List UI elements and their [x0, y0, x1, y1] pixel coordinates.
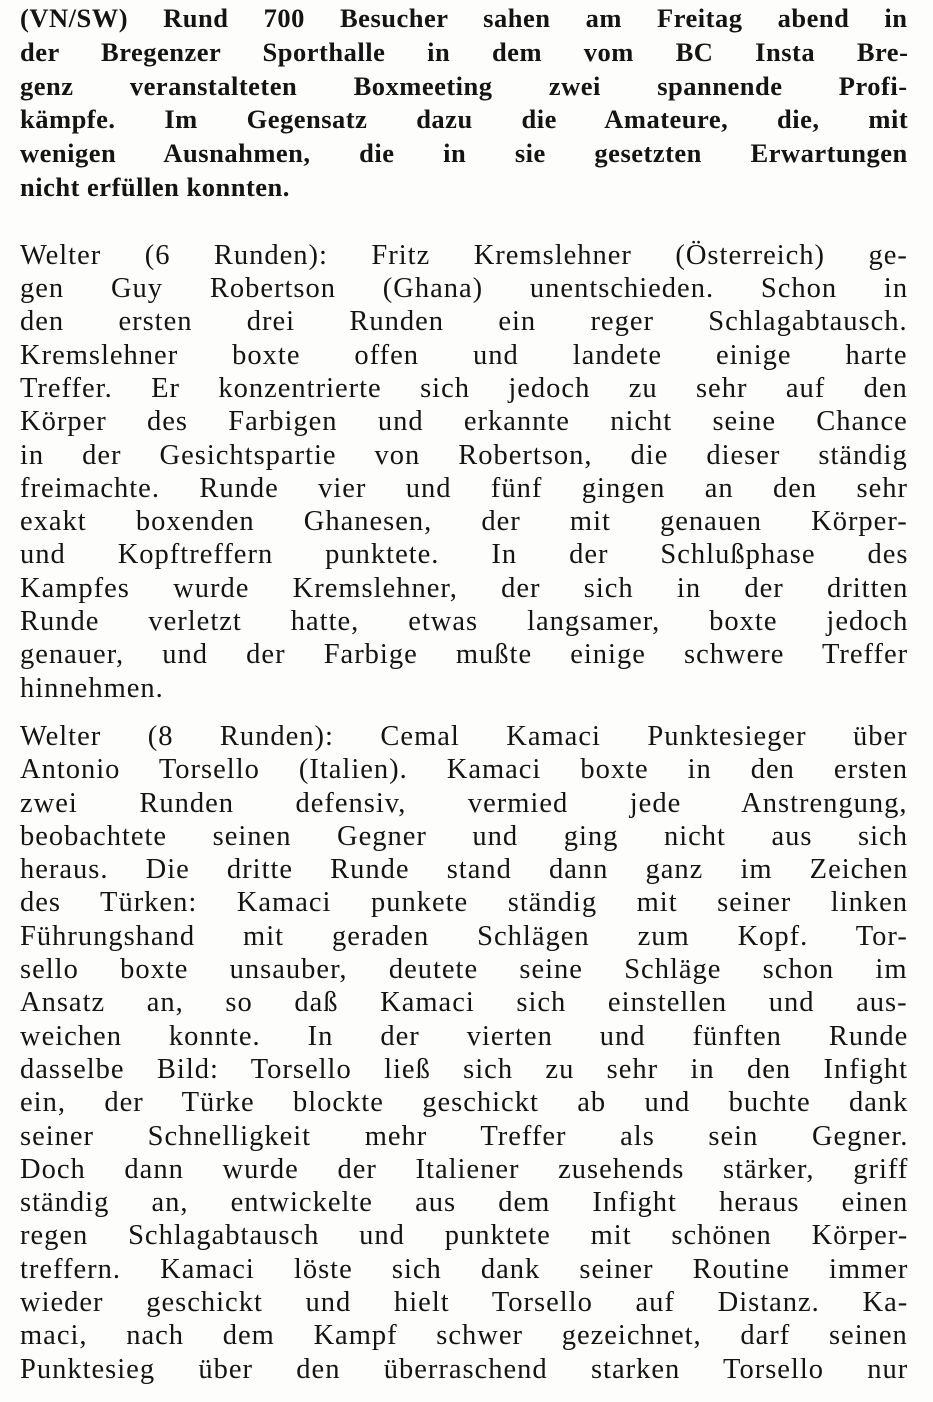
- lead-paragraph: [20, 2, 913, 205]
- body-line: und Kopftreffern punktete. In der Schlußphase des: [20, 539, 908, 571]
- body-line: exakt boxenden Ghanesen, der mit genauen Körper-: [20, 506, 908, 538]
- body-line: des Türken: Kamaci punkete ständig mit seiner linken: [20, 887, 908, 919]
- body-line: sello boxte unsauber, deutete seine Schläge schon im: [20, 954, 908, 986]
- body-line: Körper des Farbigen und erkannte nicht seine Chance: [20, 406, 908, 438]
- body-line: Punktesieg über den überraschend starken Torsello nur: [20, 1353, 908, 1385]
- lead-line: genz veranstalteten Boxmeeting zwei spannende Profi-: [20, 70, 908, 101]
- body-line: gen Guy Robertson (Ghana) unentschieden. Schon in: [20, 273, 908, 305]
- body-line: heraus. Die dritte Runde stand dann ganz im Zeichen: [20, 854, 908, 886]
- lead-line: nicht erfüllen konnten.: [20, 171, 290, 202]
- body-line: den ersten drei Runden ein reger Schlagabtausch.: [20, 306, 908, 338]
- body-line: Antonio Torsello (Italien). Kamaci boxte in den ersten: [20, 754, 908, 786]
- body-line: Führungshand mit geraden Schlägen zum Kopf. Tor-: [20, 920, 908, 952]
- body-line: genauer, und der Farbige mußte einige schwere Treffer: [20, 639, 908, 671]
- body-line: weichen konnte. In der vierten und fünften Runde: [20, 1020, 908, 1052]
- body-line: zwei Runden defensiv, vermied jede Anstrengung,: [20, 787, 908, 819]
- lead-line: kämpfe. Im Gegensatz dazu die Amateure, die, mit: [20, 104, 908, 135]
- body-line: hinnehmen.: [20, 672, 164, 704]
- body-line: wieder geschickt und hielt Torsello auf Distanz. Ka-: [20, 1286, 908, 1318]
- lead-line: (VN/SW) Rund 700 Besucher sahen am Freitag abend in: [20, 3, 908, 33]
- paragraph-kamaci-torsello: [20, 720, 913, 1386]
- body-line: ein, der Türke blockte geschickt ab und buchte dank: [20, 1087, 908, 1119]
- lead-line: der Bregenzer Sporthalle in dem vom BC Insta Bre-: [20, 36, 908, 67]
- body-line: treffern. Kamaci löste sich dank seiner Routine immer: [20, 1253, 908, 1285]
- body-line: Ansatz an, so daß Kamaci sich einstellen und aus-: [20, 987, 908, 1019]
- body-line: seiner Schnelligkeit mehr Treffer als sein Gegner.: [20, 1120, 908, 1152]
- lead-line: wenigen Ausnahmen, die in sie gesetzten Erwartungen: [20, 138, 908, 169]
- body-line: in der Gesichtspartie von Robertson, die dieser ständig: [20, 439, 908, 471]
- body-line: Welter (6 Runden): Fritz Kremslehner (Österreich) ge-: [20, 239, 908, 271]
- body-line: ständig an, entwickelte aus dem Infight heraus einen: [20, 1187, 908, 1219]
- body-line: Treffer. Er konzentrierte sich jedoch zu sehr auf den: [20, 372, 908, 404]
- body-line: beobachtete seinen Gegner und ging nicht aus sich: [20, 820, 908, 852]
- body-line: freimachte. Runde vier und fünf gingen an den sehr: [20, 472, 908, 504]
- body-line: Kremslehner boxte offen und landete einige harte: [20, 339, 908, 371]
- paragraph-kremslehner-robertson: [20, 239, 913, 705]
- body-line: maci, nach dem Kampf schwer gezeichnet, darf seinen: [20, 1320, 908, 1352]
- body-line: Doch dann wurde der Italiener zusehends stärker, griff: [20, 1153, 908, 1185]
- body-line: Runde verletzt hatte, etwas langsamer, boxte jedoch: [20, 606, 908, 638]
- body-line: dasselbe Bild: Torsello ließ sich zu sehr in den Infight: [20, 1053, 908, 1085]
- body-line: Welter (8 Runden): Cemal Kamaci Punktesieger über: [20, 720, 908, 752]
- body-line: regen Schlagabtausch und punktete mit schönen Körper-: [20, 1220, 908, 1252]
- body-line: Kampfes wurde Kremslehner, der sich in der dritten: [20, 572, 908, 604]
